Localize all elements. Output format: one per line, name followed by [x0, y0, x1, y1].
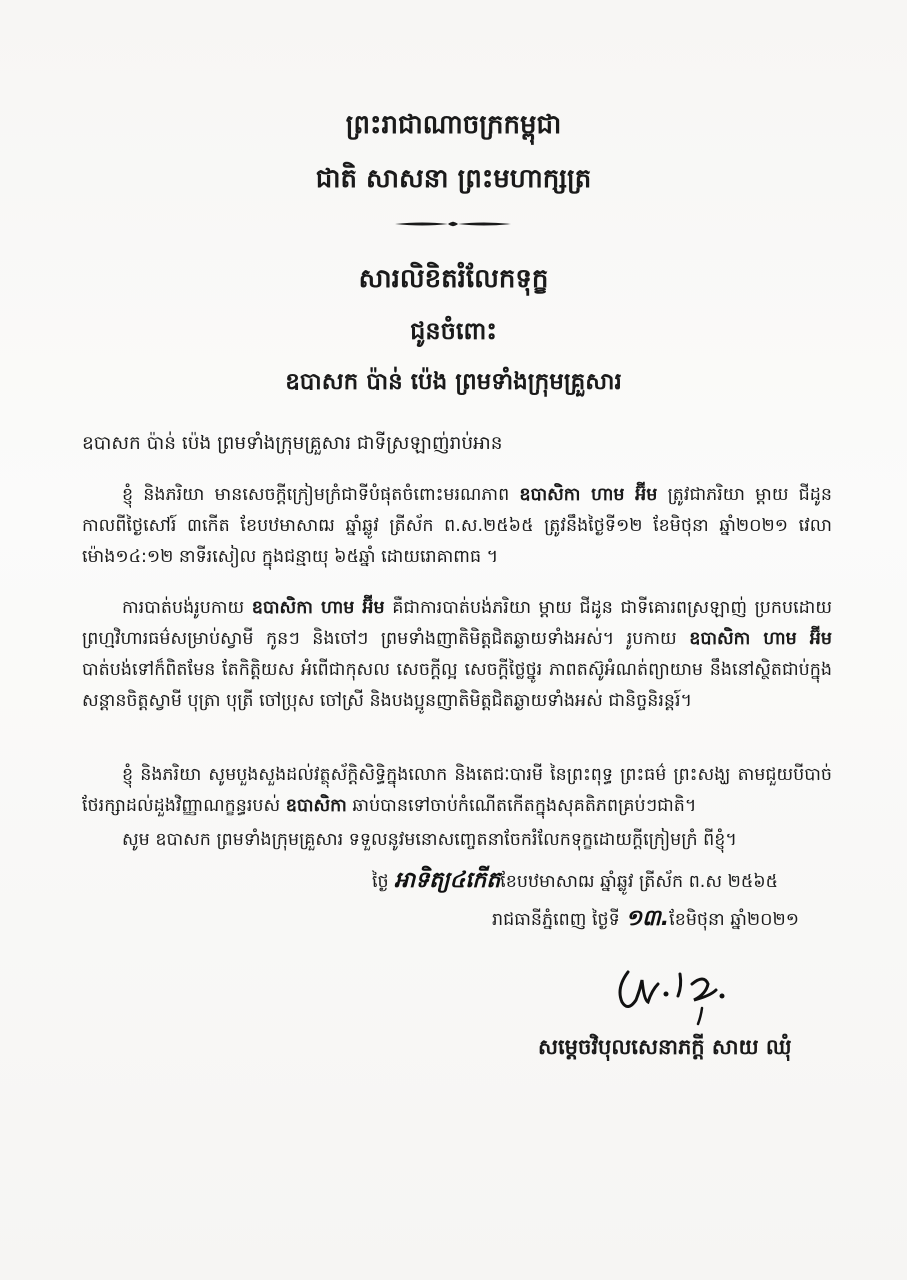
- signature-icon: [606, 950, 766, 1030]
- solar-date-handwritten: ១៣.: [625, 906, 670, 931]
- paragraph-1-text-a: ខ្ញុំ និងភរិយា មានសេចក្តីក្រៀមក្រំជាទីបំផុតចំពោះមរណភាព: [122, 485, 520, 505]
- ornament-divider-icon: [393, 218, 513, 230]
- solar-date-prefix: រាជធានីភ្នំពេញ ថ្ងៃទី: [492, 910, 620, 930]
- paragraph-1: [82, 480, 832, 573]
- letter-title: សារលិខិតរំលែកទុក្ខ: [358, 264, 549, 294]
- paragraph-2: [82, 593, 832, 717]
- paragraph-1-text-b: ត្រូវជាភរិយា ម្តាយ ជីដូន កាលពីថ្ងៃសៅរ៍ ៣កើត ខែបឋមាសាឍ ឆ្នាំឆ្លូវ ត្រីស័ក ព.ស.២៥៦៥ ត្រូវនឹងថ្ងៃទី១២ ខែមិថុនា ឆ្នាំ២០២១ វេលាម៉ោង១៤:១២ នាទីរសៀល ក្នុងជន្មាយុ ៦៥ឆ្នាំ ដោយរោគាពាធ ។: [82, 485, 832, 567]
- paragraph-2-text-b: គឺជាការបាត់បង់ភរិយា ម្តាយ ជីដូន ជាទីគោរពស្រឡាញ់ ប្រកបដោយព្រហ្មវិហារធម៌សម្រាប់ស្វាមី កូនៗ និងចៅៗ ព្រមទាំងញាតិមិត្តជិតឆ្ងាយទាំងអស់។ រូបកាយ: [82, 598, 832, 649]
- paragraph-2-text-c: បាត់បង់ទៅក៏ពិតមែន តែកិត្តិយស អំពើជាកុសល សេចក្តីល្អ សេចក្តីថ្លៃថ្នូរ ភាពតស៊ូអំណត់ព្យាយាម នឹងនៅស្ថិតជាប់ក្នុងសន្តានចិត្តស្វាមី បុត្រា បុត្រី ចៅប្រុស ចៅស្រី និងបងប្អូនញាតិមិត្តជិតឆ្ងាយទាំងអស់ ជានិច្ចនិរន្តរ៍។: [82, 660, 832, 711]
- deceased-short: ឧបាសិកា: [285, 796, 347, 816]
- kingdom-heading: ព្រះរាជាណាចក្រកម្ពុជា: [345, 110, 562, 140]
- lunar-date-prefix: ថ្ងៃ: [372, 872, 389, 892]
- paragraph-3: [82, 760, 832, 822]
- deceased-name: ឧបាសិកា ហាម អ៊ីម: [689, 629, 832, 649]
- lunar-date-handwritten: អាទិត្យ៤កើត: [394, 868, 501, 893]
- solar-date-suffix: ខែមិថុនា ឆ្នាំ២០២១: [669, 910, 800, 930]
- salutation: ឧបាសក ប៉ាន់ ប៉េង ព្រមទាំងក្រុមគ្រួសារ ជាទីស្រឡាញ់រាប់អាន: [82, 433, 503, 454]
- signer-name: សម្តេចវិបុលសេនាភក្តី សាយ ឈុំ: [538, 1035, 792, 1059]
- lunar-date-suffix: ខែបឋមាសាឍ ឆ្នាំឆ្លូវ ត្រីស័ក ព.ស ២៥៦៥: [500, 872, 779, 892]
- lunar-date: [372, 866, 778, 898]
- deceased-name: ឧបាសិកា ហាម អ៊ីម: [251, 598, 385, 618]
- to-label: ជូនចំពោះ: [410, 317, 497, 345]
- national-motto: ជាតិ សាសនា ព្រះមហាក្សត្រ: [315, 164, 592, 194]
- paragraph-4: សូម ឧបាសក ព្រមទាំងក្រុមគ្រួសារ ទទួលនូវមនោសញ្ចេតនាចែករំលែកទុក្ខដោយក្តីក្រៀមក្រំ ពីខ្ញុំ។: [122, 830, 737, 850]
- paragraph-3-text-b: ឆាប់បានទៅចាប់កំណើតកើតក្នុងសុគតិភពគ្រប់ៗជាតិ។: [346, 796, 697, 816]
- paragraph-2-text-a: ការបាត់បង់រូបកាយ: [122, 598, 252, 618]
- recipient-name: ឧបាសក ប៉ាន់ ប៉េង ព្រមទាំងក្រុមគ្រួសារ: [285, 369, 622, 395]
- paragraph-3-text-a: ខ្ញុំ និងភរិយា សូមបួងសួងដល់វត្ថុស័ក្តិសិទ្ធិក្នុងលោក និងតេជៈបារមី នៃព្រះពុទ្ធ ព្រះធម៌ ព្រះសង្ឃ តាមជួយបីបាច់ថែរក្សាដល់ដួងវិញ្ញាណក្ខន្ធរបស់: [82, 765, 832, 816]
- solar-date: [492, 904, 799, 936]
- deceased-name: ឧបាសិកា ហាម អ៊ីម: [519, 485, 658, 505]
